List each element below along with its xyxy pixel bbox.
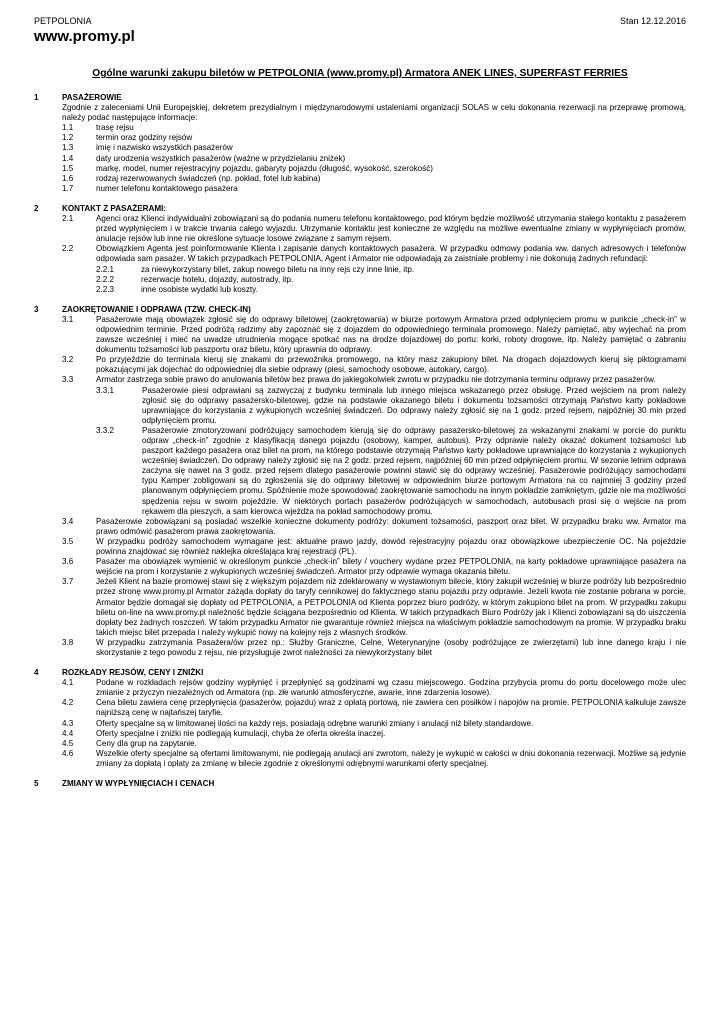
section-5 bbox=[34, 779, 686, 789]
list-item: 1.7 numer telefonu kontaktowego pasażera bbox=[62, 183, 238, 193]
list-item: 1.1 trasę rejsu bbox=[62, 123, 134, 133]
list-item: 3.7 Jeżeli Klient na bazie promowej stawi się z większym pojazdem niż zdeklarowany w wystawionym bilecie, który zakupił wcześniej w biurze podróży lub bezpośrednio przez stronę www.promy.pl Armator zażąda dopłaty do taryfy cennikowej do faktycznego stanu pojazdu przy odprawie. Jeżeli kwota nie zostanie pobrana w porcie, Armator będzie domagał się dopłaty od PETPOLONIA, a PETPOLONIA od Klienta poprzez biuro podróży, w którym zakupiono bilet na prom. W przypadku zakupu biletu on-line na www.promy.pl należność będzie ściągana bezpośrednio od Klienta. W takich przypadkach Biuro Podróży jak i Klienci zobowiązani są do uiszczenia dopłaty bez żadnych roszczeń. W takim przypadku Armator nie gwarantuje również miejsca na właściwym pokładzie samochodowym na promie. W przypadku braku takich miejsc bilet przepada i należy wykupić nowy na kolejny rejs z własnych środków. bbox=[62, 577, 686, 637]
document-title: Ogólne warunki zakupu biletów w PETPOLONIA (www.promy.pl) Armatora ANEK LINES, SUPERFAST FERRIES bbox=[92, 68, 628, 79]
section-4 bbox=[34, 668, 686, 769]
list-item: 1.5 markę, model, numer rejestracyjny pojazdu, gabaryty pojazdu (długość, wysokość, szerokość) bbox=[62, 163, 433, 173]
list-item: 4.4 Oferty specjalne i zniżki nie podlegają kumulacji, chyba że oferta określa inaczej. bbox=[62, 728, 386, 738]
section-heading: 5 ZMIANY W WYPŁYNIĘCIACH I CENACH bbox=[34, 779, 215, 788]
section-intro: Zgodnie z zaleceniami Unii Europejskiej, dekretem prezydialnym i międzynarodowymi ustaleniami organizacji SOLAS w celu dokonania rezerwacji na przeprawę promową, należy podać następujące informacje: bbox=[62, 103, 686, 123]
header-brand: PETPOLONIA bbox=[34, 16, 92, 26]
list-item: 2.2.3 inne osobiste wydatki lub koszty. bbox=[96, 284, 258, 294]
list-item: 4.6 Wszelkie oferty specjalne są ofertami limitowanymi, nie podlegają anulacji ani zwrotom, należy je wykupić w całości w dniu dokonania rezerwacji. Możliwe są jedynie zmiany za dopłatą i opłaty za zmianę w bilecie zgodnie z określonymi odrębnymi warunkami oferty specjalnej. bbox=[62, 748, 686, 768]
list-item: 1.3 imię i nazwisko wszystkich pasażerów bbox=[62, 143, 233, 153]
list-item: 3.4 Pasażerowie zobowiązani są posiadać wszelkie konieczne dokumenty podróży: dokument tożsamości, paszport oraz bilet. W przypadku braku ww. Armator ma prawo odmówić pasażerom prawa zaokrętowania. bbox=[62, 516, 686, 536]
list-item: 4.3 Oferty specjalne są w limitowanej ilości na każdy rejs, posiadają odrębne warunki zmiany i anulacji niż bilety standardowe. bbox=[62, 718, 534, 728]
list-item: 4.2 Cena biletu zawiera cenę przepłynięcia (pasażerów, pojazdu) wraz z opłatą portową, nie zawiera cen posiłków i napojów na promie. PETPOLONIA kalkuluje zawsze najniższą cenę w najtańszej taryfie. bbox=[62, 698, 686, 718]
section-heading: 2 KONTAKT Z PASAŻERAMI: bbox=[34, 203, 167, 213]
header-date: Stan 12.12.2016 bbox=[619, 16, 686, 26]
list-item: 4.5 Ceny dla grup na zapytanie. bbox=[62, 738, 197, 748]
list-item: 3.3 Armator zastrzega sobie prawo do anulowania biletów bez prawa do jakiegokolwiek zwrotu w przypadku nie dotrzymania terminu odprawy przez pasażerów. bbox=[62, 375, 656, 385]
list-item: 1.6 rodzaj rezerwowanych świadczeń (np. pokład, fotel lub kabina) bbox=[62, 173, 321, 183]
list-item: 3.5 W przypadku podróży samochodem wymagane jest: aktualne prawo jazdy, dowód rejestracyjny pojazdu oraz obowiązkowe ubezpieczenie OC. Na pojeździe powinna znajdować się również naklejka określająca kraj rejestracji (PL). bbox=[62, 536, 686, 557]
list-item: 3.1 Pasażerowie mają obowiązek zgłosić się do odprawy biletowej (zaokrętowania) w biurze portowym Armatora przed odpłynięciem promu w punkcie „check-in” w odpowiednim terminie. Przed podróżą radzimy aby zapoznać się z dojazdem do odpowiedniego terminala promowego. Należy pamiętać, aby wyjechać na prom zawsze wcześniej i mieć na uwadze utrudnienia mogące spotkać nas na drodze dojazdowej do portu: korki, roboty drogowe, itp. Należy pamiętać o zabraniu dokumentu tożsamości lub paszportu oraz biletu, który uprawnia do odprawy. bbox=[62, 314, 686, 355]
section-heading: 4 ROZKŁADY REJSÓW, CENY I ZNIŻKI bbox=[34, 668, 204, 678]
list-item: 1.4 daty urodzenia wszystkich pasażerów (ważne w przydzielaniu zniżek) bbox=[62, 153, 346, 163]
section-heading: 1 PASAŻEROWIE bbox=[34, 93, 122, 102]
list-item: 2.1 Agenci oraz Klienci indywidualni zobowiązani są do podania numeru telefonu kontaktowego, pod którym będzie możliwość utrzymania stałego kontaktu z pasażerem przed wypłynięciem i w trakcie trwania całego wyjazdu. Utrzymanie kontaktu jest konieczne ze względu na możliwe ewentualne zmiany w wypłynięciach promów, anulacje rejsów lub inne nie określone sytuacje losowe związane z samym rejsem. bbox=[62, 214, 686, 244]
list-item: 3.2 Po przyjeździe do terminala kieruj się znakami do przewoźnika promowego, na który masz zakupiony bilet. Na drogach dojazdowych kieruj się piktogramami pokazującymi jak dojechać do odpowiedniej dla siebie odprawy (piesi, samochody osobowe, autokary, cargo). bbox=[62, 355, 686, 375]
document-content bbox=[34, 68, 686, 799]
header-website: www.promy.pl bbox=[34, 28, 135, 45]
section-1 bbox=[34, 93, 686, 194]
list-item: 3.3.2 Pasażerowie zmotoryzowani podróżujący samochodem kierują się do odprawy pasażersko-biletowej za wskazanymi znakami w porcie do punktu odpraw „check-in” zgodnie z klasyfikacją danego pojazdu (osobowy, kamper, autobus). Przy odprawie należy okazać dokument tożsamości lub paszport każdego pasażera oraz bilet na prom, na którego podstawie otrzymają Państwo karty pokładowe uprawniające do korzystania z wykupionych wcześniej świadczeń. Do odprawy należy zgłosić się na 2 godz. przed rejsem, najpóźniej 60 min przed odpłynięciem promu. W sezonie letnim odprawa zaczyna się nawet na 3 godz. przed rejsem dlatego pasażerowie powinni stawić się do odprawy wcześniej. Pasażerowie podróżujący samochodami typu Kamper zobligowani są do zgłoszenia się do odprawy biletowej w odpowiednim biurze portowym Armatora na co najmniej 3 godziny przed planowanym odpłynięciem promu. Spóźnienie może spowodować zaokrętowanie samochodu na innym pokładzie zamkniętym, gdzie nie ma możliwości spędzenia rejsu w swoim pojeździe. W niektórych portach pasażerów podróżujących w samochodach, autobusach prosi się o wejście na prom rękawem dla pieszych, a sam kierowca wjeżdża na pokład samochodowy promu. bbox=[96, 425, 686, 516]
list-item: 2.2.2 rezerwacje hotelu, dojazdy, autostrady, itp. bbox=[96, 274, 294, 284]
list-item: 3.3.1 Pasażerowie piesi odprawiani są zazwyczaj z budynku terminala lub innego miejsca wskazanego przez obsługę. Przed wejściem na prom należy zgłosić się do odprawy pasażersko-biletowej, gdzie na podstawie okazanego biletu i dokumentu tożsamości otrzymają Państwo karty pokładowe uprawniające do korzystania z wykupionych wcześniej świadczeń. Do odprawy należy zgłosić się na 1 godz. przed rejsem, najpóźniej 30 min przed odpłynięciem promu. bbox=[96, 385, 686, 425]
section-3 bbox=[34, 305, 686, 658]
section-heading: 3 ZAOKRĘTOWANIE I ODPRAWA (TZW. CHECK-IN) bbox=[34, 304, 251, 314]
section-2 bbox=[34, 204, 686, 295]
list-item: 2.2 Obowiązkiem Agenta jest poinformowanie Klienta i zapisanie danych kontaktowych pasażera. W przypadku odmowy podania ww. danych adresowych i telefonów odpowiada sam pasażer. W takich przypadkach PETPOLONIA, Agent i Armator nie odpowiadają za zaistniałe problemy i nie dokonują żadnych refundacji: bbox=[62, 244, 686, 264]
list-item: 1.2 termin oraz godziny rejsów bbox=[62, 133, 193, 143]
list-item: 3.6 Pasażer ma obowiązek wymienić w określonym punkcie „check-in” bilety / vouchery wydane przez PETPOLONIA, na karty pokładowe uprawniające pasażera na wejście na prom i korzystanie z wykupionych wcześniej świadczeń. Armator przy odprawie wymaga okazania biletu. bbox=[62, 557, 686, 577]
list-item: 3.8 W przypadku zatrzymania Pasażera/ów przez np.: Służby Graniczne, Celne, Weterynaryjne (osoby podróżujące ze zwierzętami) lub inne danego kraju i nie skorzystanie z tego powodu z rejsu, nie przysługuje zwrot należności za niewykorzystany bilet bbox=[62, 637, 686, 657]
list-item: 4.1 Podane w rozkładach rejsów godziny wypłynięć i przepłynięć są godzinami wg czasu miejscowego. Godzina przybycia promu do portu docelowego może ulec zmianie z przyczyn niezależnych od Armatora (np. złe warunki atmosferyczne, awarie, inne zdarzenia losowe). bbox=[62, 678, 686, 698]
list-item: 2.2.1 za niewykorzystany bilet, zakup nowego biletu na inny rejs czy inne linie, itp. bbox=[96, 264, 415, 274]
